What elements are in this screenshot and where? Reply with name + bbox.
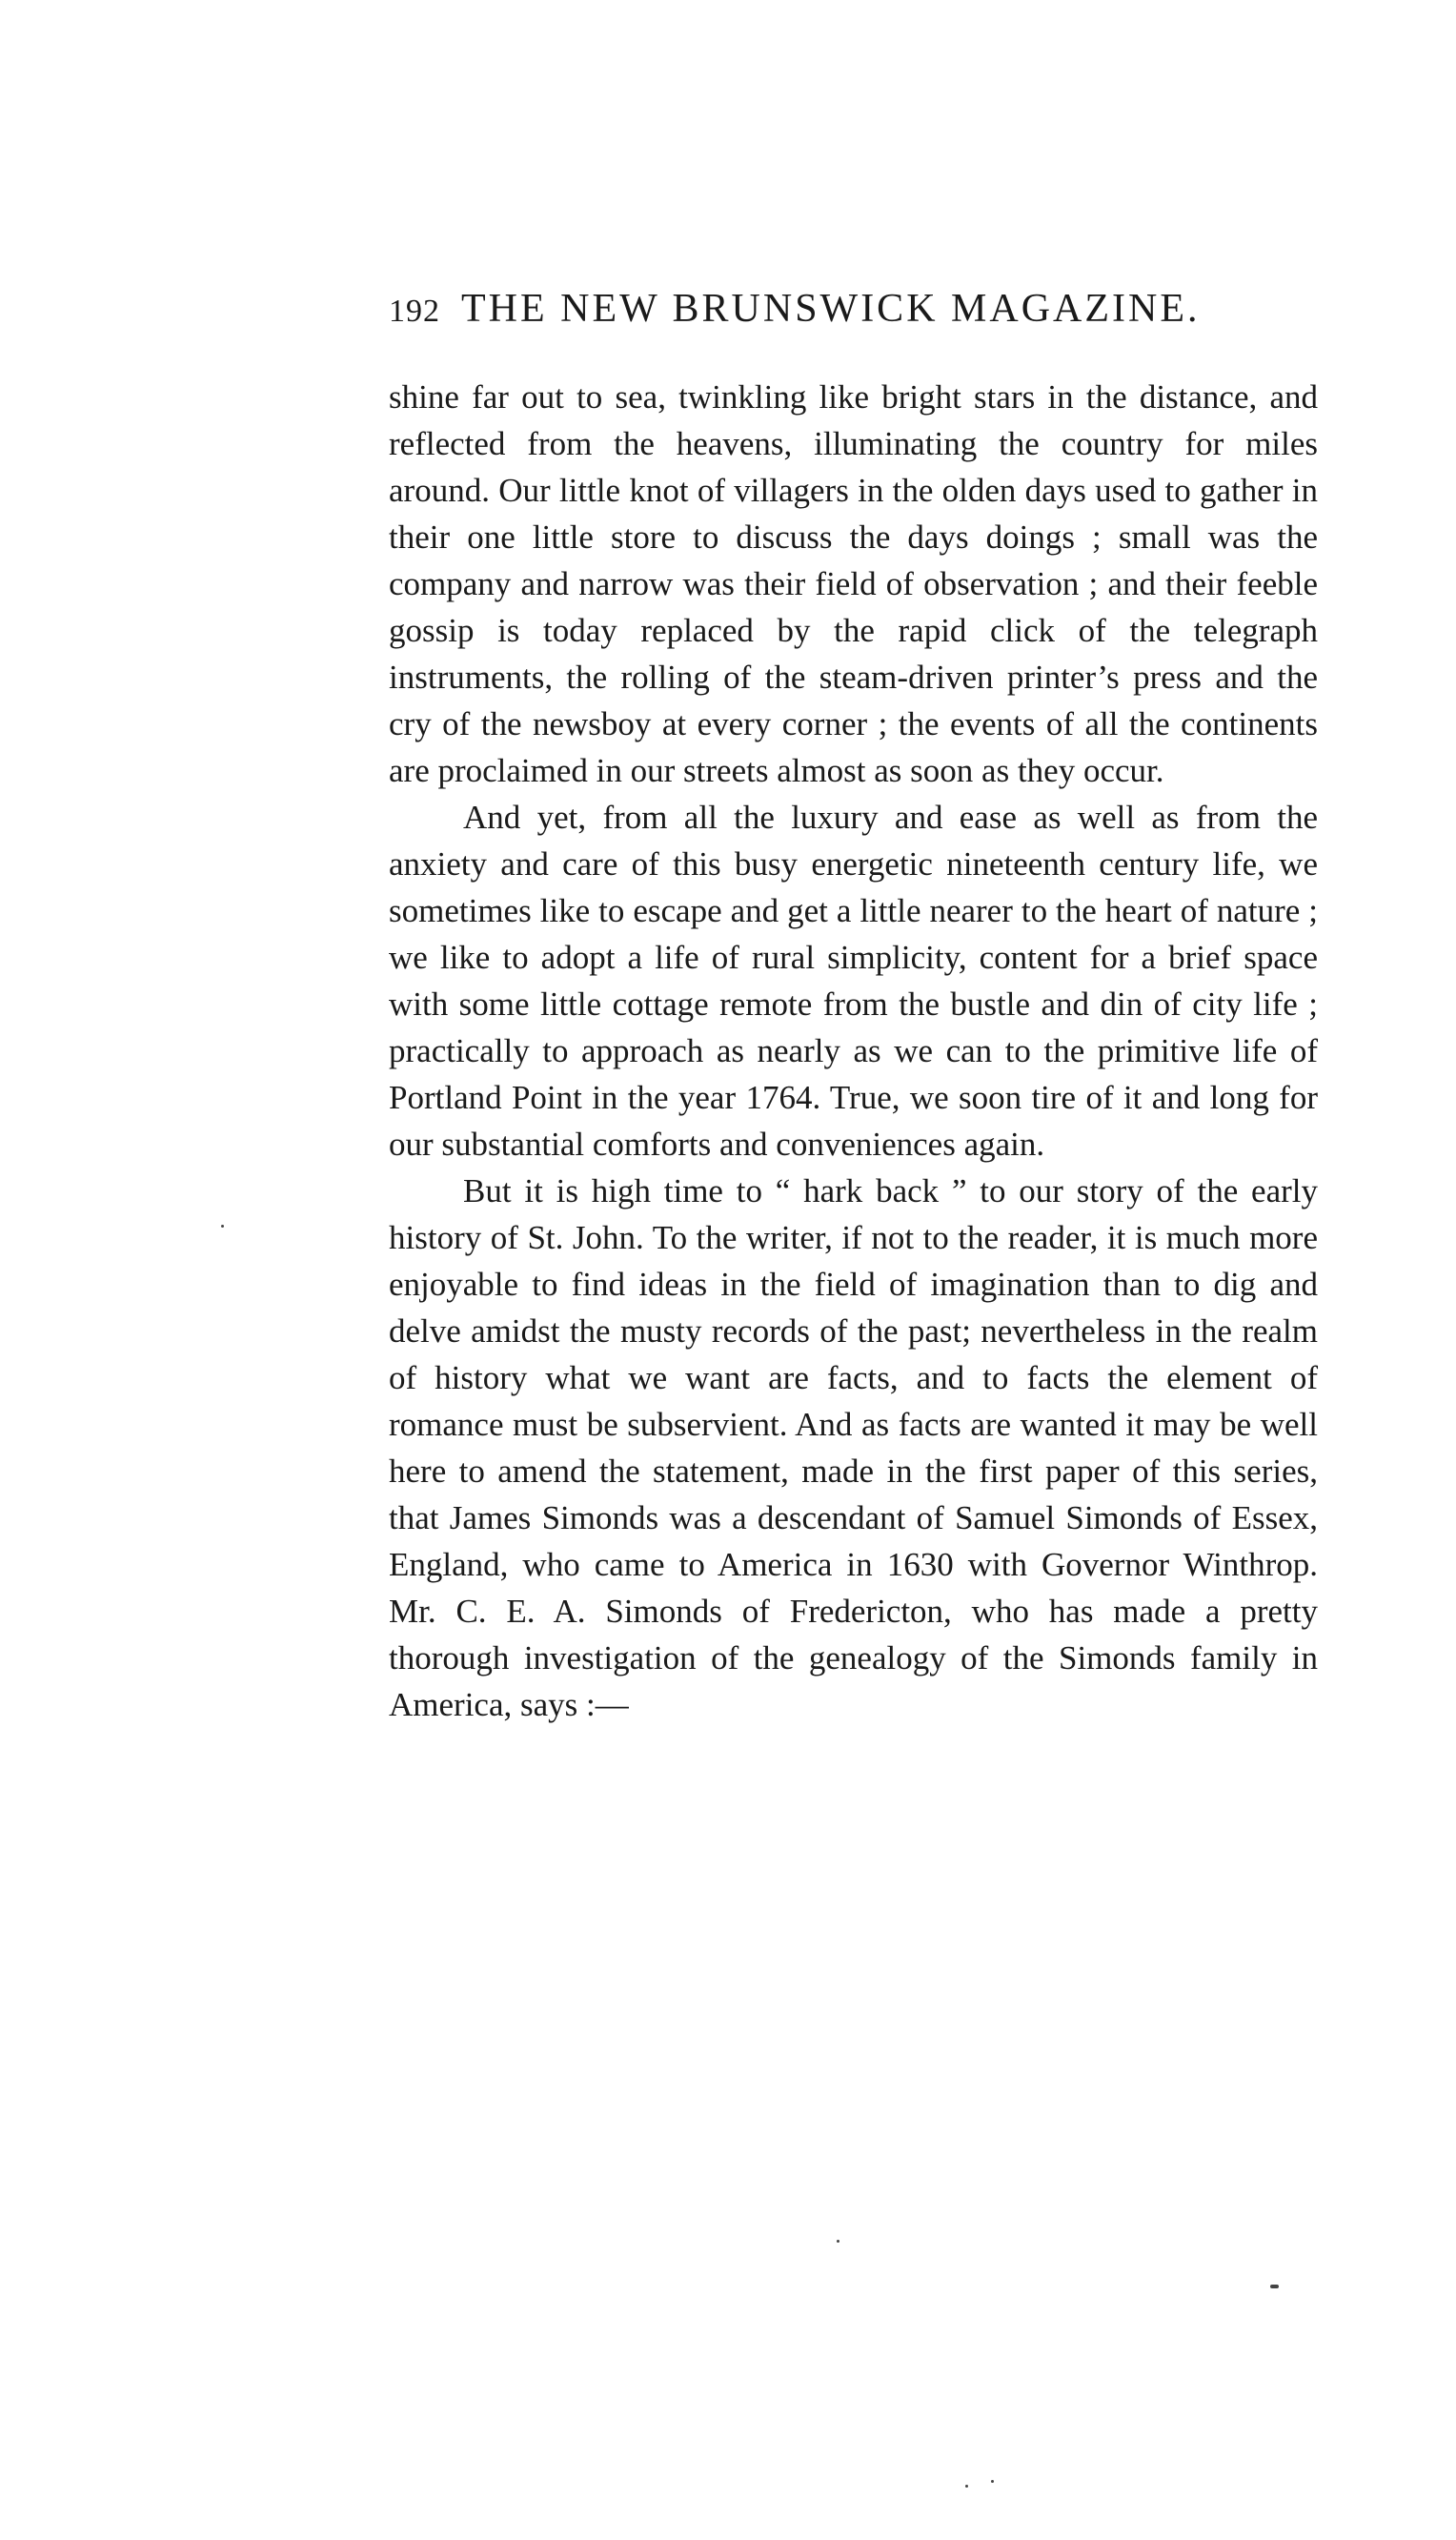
body-text <box>389 374 1318 1728</box>
paragraph-continued: shine far out to sea, twinkling like bright stars in the distance, and reflected from the heavens, illuminating the country for miles around. Our little knot of villagers in the olden days used to gather in their one little store to discuss the days doings ; small was the company and narrow was their field of observation ; and their feeble gossip is today replaced by the rapid click of the telegraph instruments, the rolling of the steam-driven printer’s press and the cry of the newsboy at every corner ; the events of all the continents are proclaimed in our streets almost as soon as they occur. <box>389 378 1318 789</box>
print-speck <box>991 2480 994 2483</box>
paragraph-simonds-genealogy: But it is high time to “ hark back ” to our story of the early history of St. John. To the writer, if not to the reader, it is much more enjoyable to find ideas in the field of imagination than to dig and delve amidst the musty records of the past; nevertheless in the realm of history what we want are facts, and to facts the element of romance must be subservient. And as facts are wanted it may be well here to amend the statement, made in the first paper of this series, that James Simonds was a descendant of Samuel Simonds of Essex, England, who came to America in 1630 with Governor Winthrop. Mr. C. E. A. Simonds of Fredericton, who has made a pretty thorough investigation of the genealogy of the Simonds family in America, says :— <box>389 1172 1318 1723</box>
print-speck <box>221 1225 224 1228</box>
print-speck <box>837 2240 839 2243</box>
print-speck <box>1270 2285 1279 2288</box>
print-speck <box>965 2485 968 2488</box>
page-number: 192 <box>389 294 440 329</box>
magazine-title: THE NEW BRUNSWICK MAGAZINE. <box>461 287 1201 331</box>
paragraph-modern-escape: And yet, from all the luxury and ease as well as from the anxiety and care of this busy energetic nineteenth century life, we sometimes like to escape and get a little nearer to the heart of nature ; we like to adopt a life of rural simplicity, content for a brief space with some little cottage remote from the bustle and din of city life ; practically to approach as nearly as we can to the primitive life of Portland Point in the year 1764. True, we soon tire of it and long for our substantial comforts and conveniences again. <box>389 799 1318 1163</box>
running-head <box>389 286 1227 343</box>
